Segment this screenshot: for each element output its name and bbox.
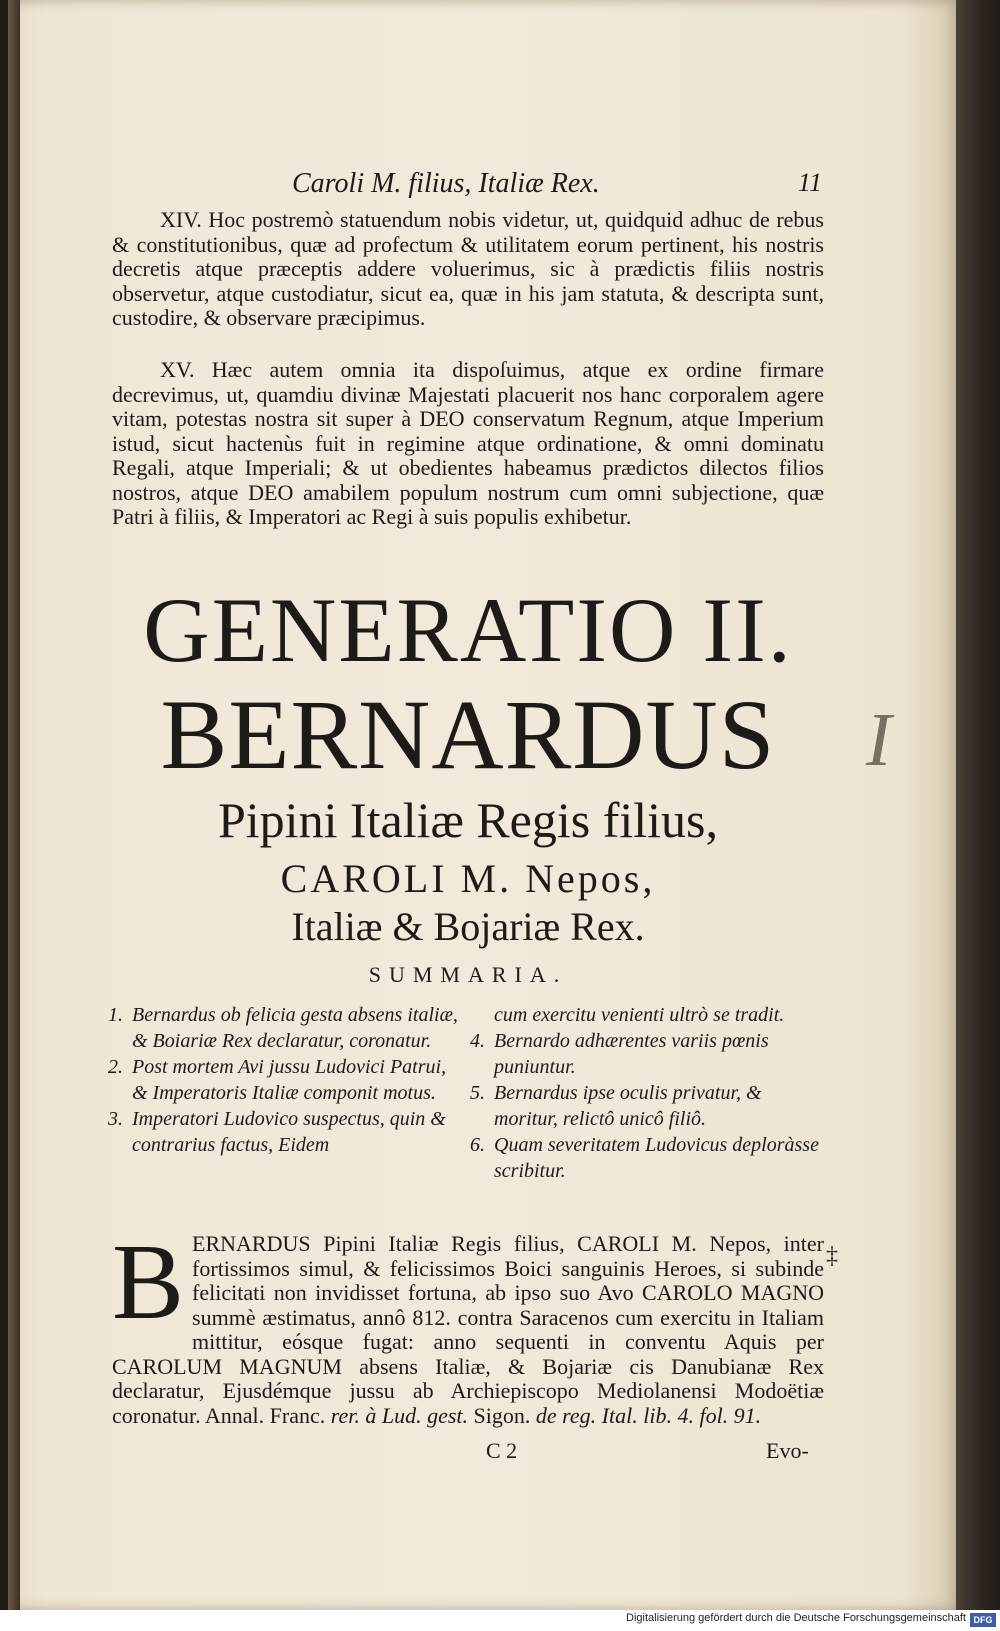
summary-item: [108, 1002, 458, 1054]
summaria-heading: SUMMARIA.: [368, 962, 568, 987]
subtitle-line-1: Pipini Italiæ Regis filius,: [217, 792, 719, 848]
main-paragraph: [112, 1223, 824, 1428]
drop-cap: B: [112, 1223, 185, 1342]
summary-continuation: cum exercitu venienti ultrò se tradit.: [494, 1004, 785, 1026]
digitization-notice: Digitalisierung gefördert durch die Deutsche Forschungsgemeinschaft: [626, 1612, 966, 1624]
paragraph-xiv: XIV. Hoc postremò statuendum nobis videtur, ut, quidquid adhuc de rebus & constitutionibus, quæ ad profectum & utilitatem eorum pertinent, his nostris decretis atque præceptis addere voluerimus, sic à prædictis filiis nostris observetur, atque custodiatur, sicut ea, quæ in his jam statuta, & descripta sunt, custodire, & observare præcipimus.: [112, 207, 824, 330]
generatio-heading: GENERATIO II.: [143, 579, 793, 681]
summary-text: Bernardus ipse oculis privatur, & moritur, relictô unicô filiô.: [494, 1082, 762, 1130]
paragraph-xv: XV. Hæc autem omnia ita dispoſuimus, atque ex ordine firmare decrevimus, ut, quamdiu divinæ Majestati placuerit nos hanc corporalem agere vitam, potestas nostra sit super à DEO conservatum Regnum, atque Imperium istud, sicut hactenùs fuit in regimine atque ordinatione, & omni dominatu Regali, atque Imperiali; & ut obedientes habeamus prædictos dilectos filios nostros, atque DEO amabilem populum nostrum cum omni subjectione, quæ Patri à filiis, & Imperatori ac Regi à suis populis exhibetur.: [112, 357, 824, 529]
digitization-footer: [0, 1610, 1000, 1631]
summary-number: 3.: [108, 1108, 123, 1130]
summary-text: Bernardo adhærentes variis pœnis puniuntur.: [494, 1030, 769, 1078]
summary-number: 4.: [470, 1030, 485, 1052]
summary-item: [470, 1080, 824, 1132]
summary-item: [470, 1132, 824, 1184]
signature-mark: C 2: [486, 1438, 518, 1463]
summary-right-column: [470, 1002, 824, 1184]
summary-item: [108, 1106, 458, 1158]
book-spine: [8, 0, 20, 1610]
subtitle-line-3: Italiæ & Bojariæ Rex.: [291, 904, 645, 949]
book-edge: [956, 0, 1000, 1610]
summary-left-column: [108, 1002, 458, 1158]
dfg-logo-icon: DFG: [970, 1613, 996, 1627]
margin-mark: ‡: [826, 1243, 838, 1269]
summary-number: 1.: [108, 1004, 123, 1026]
summary-text: Imperatori Ludovico suspectus, quin & contrarius factus, Eidem: [132, 1108, 446, 1156]
running-header: [112, 168, 820, 202]
citation-tail: Sigon.: [473, 1402, 531, 1428]
citation-italic: rer. à Lud. gest.: [330, 1402, 469, 1428]
summary-item: [470, 1028, 824, 1080]
summary-text: Bernardus ob felicia gesta absens italiæ, & Boiariæ Rex declaratur, coronatur.: [132, 1004, 458, 1052]
bernardus-heading: BERNARDUS: [160, 679, 776, 790]
summary-number: 5.: [470, 1082, 485, 1104]
book-page: [8, 0, 958, 1610]
citation-italic-2: de reg. Ital. lib. 4. fol. 91.: [535, 1402, 762, 1428]
page-number: 11: [797, 168, 822, 197]
summary-text: Post mortem Avi jussu Ludovici Patrui, & Imperatoris Italiæ componit motus.: [132, 1056, 447, 1104]
subtitle-line-2: CAROLI M. Nepos,: [280, 856, 656, 901]
running-title: Caroli M. filius, Italiæ Rex.: [292, 168, 600, 199]
catchword: Evo-: [766, 1438, 809, 1463]
summary-item: [108, 1054, 458, 1106]
margin-note: I: [866, 698, 892, 782]
summary-number: 2.: [108, 1056, 123, 1078]
summary-text: Quam severitatem Ludovicus deploràsse scribitur.: [494, 1134, 819, 1182]
main-body-text: ERNARDUS Pipini Italiæ Regis filius, CAROLI M. Nepos, inter fortissimos simul, & felicissimos Boici sanguinis Heroes, si subinde felicitati non invidisset fortuna, ab ipso suo Avo CAROLO MAGNO summè æstimatus, annô 812. contra Saracenos cum exercitu in Italiam mittitur, eósque fugat: anno sequenti in conventu Aquis per CAROLUM MAGNUM absens Italiæ, & Bojariæ cis Danubianæ Rex declaratur, Ejusdémque jussu ab Archiepiscopo Mediolanensi Modoëtiæ coronatur. Annal. Franc.: [112, 1231, 824, 1428]
summary-number: 6.: [470, 1134, 485, 1156]
